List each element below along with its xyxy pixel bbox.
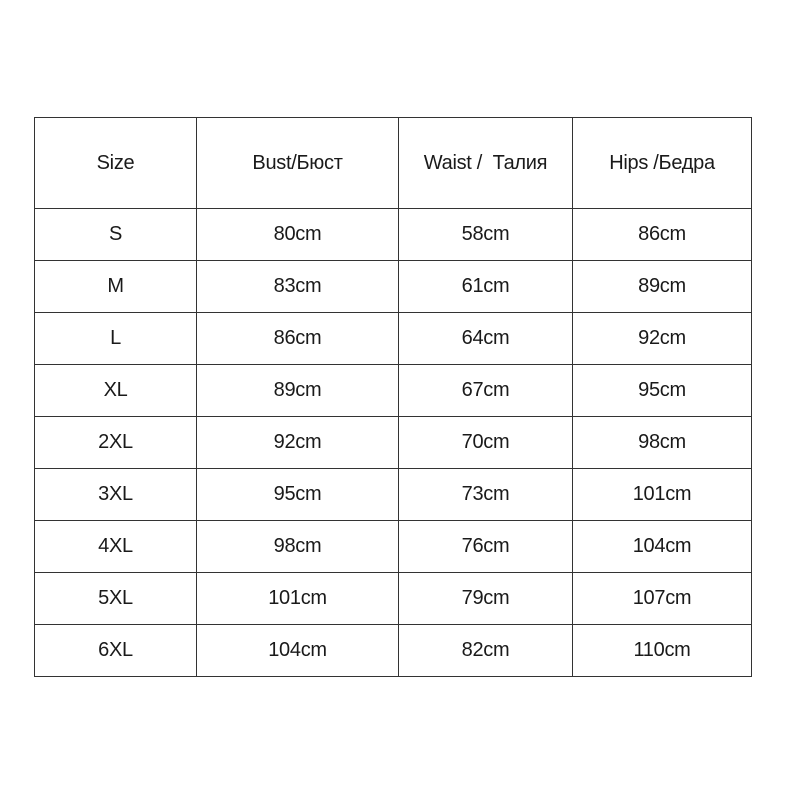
hips-cell: 104cm: [573, 521, 752, 573]
header-row: [35, 118, 752, 209]
size-cell: XL: [35, 365, 197, 417]
bust-cell: 95cm: [197, 469, 399, 521]
table-row: [35, 469, 752, 521]
waist-cell: 79cm: [399, 573, 573, 625]
waist-cell: 73cm: [399, 469, 573, 521]
hips-cell: 110cm: [573, 625, 752, 677]
waist-cell: 82cm: [399, 625, 573, 677]
hips-cell: 89cm: [573, 261, 752, 313]
size-cell: 5XL: [35, 573, 197, 625]
bust-cell: 104cm: [197, 625, 399, 677]
table-row: [35, 209, 752, 261]
size-cell: S: [35, 209, 197, 261]
waist-cell: 58cm: [399, 209, 573, 261]
waist-cell: 70cm: [399, 417, 573, 469]
size-cell: 2XL: [35, 417, 197, 469]
table-row: [35, 625, 752, 677]
bust-cell: 101cm: [197, 573, 399, 625]
header-size: Size: [35, 118, 197, 209]
size-cell: 6XL: [35, 625, 197, 677]
header-bust: Bust/Бюст: [197, 118, 399, 209]
hips-cell: 95cm: [573, 365, 752, 417]
hips-cell: 107cm: [573, 573, 752, 625]
waist-cell: 67cm: [399, 365, 573, 417]
hips-cell: 92cm: [573, 313, 752, 365]
table-row: [35, 261, 752, 313]
size-cell: 4XL: [35, 521, 197, 573]
table-row: [35, 573, 752, 625]
table-row: [35, 521, 752, 573]
waist-cell: 76cm: [399, 521, 573, 573]
size-chart-table: [34, 117, 752, 677]
header-hips: Hips /Бедра: [573, 118, 752, 209]
bust-cell: 83cm: [197, 261, 399, 313]
table-row: [35, 365, 752, 417]
waist-cell: 61cm: [399, 261, 573, 313]
bust-cell: 80cm: [197, 209, 399, 261]
size-cell: L: [35, 313, 197, 365]
size-cell: M: [35, 261, 197, 313]
waist-cell: 64cm: [399, 313, 573, 365]
hips-cell: 98cm: [573, 417, 752, 469]
hips-cell: 86cm: [573, 209, 752, 261]
bust-cell: 86cm: [197, 313, 399, 365]
size-cell: 3XL: [35, 469, 197, 521]
hips-cell: 101cm: [573, 469, 752, 521]
bust-cell: 89cm: [197, 365, 399, 417]
bust-cell: 92cm: [197, 417, 399, 469]
table-row: [35, 313, 752, 365]
header-waist: Waist / Талия: [399, 118, 573, 209]
table-row: [35, 417, 752, 469]
bust-cell: 98cm: [197, 521, 399, 573]
